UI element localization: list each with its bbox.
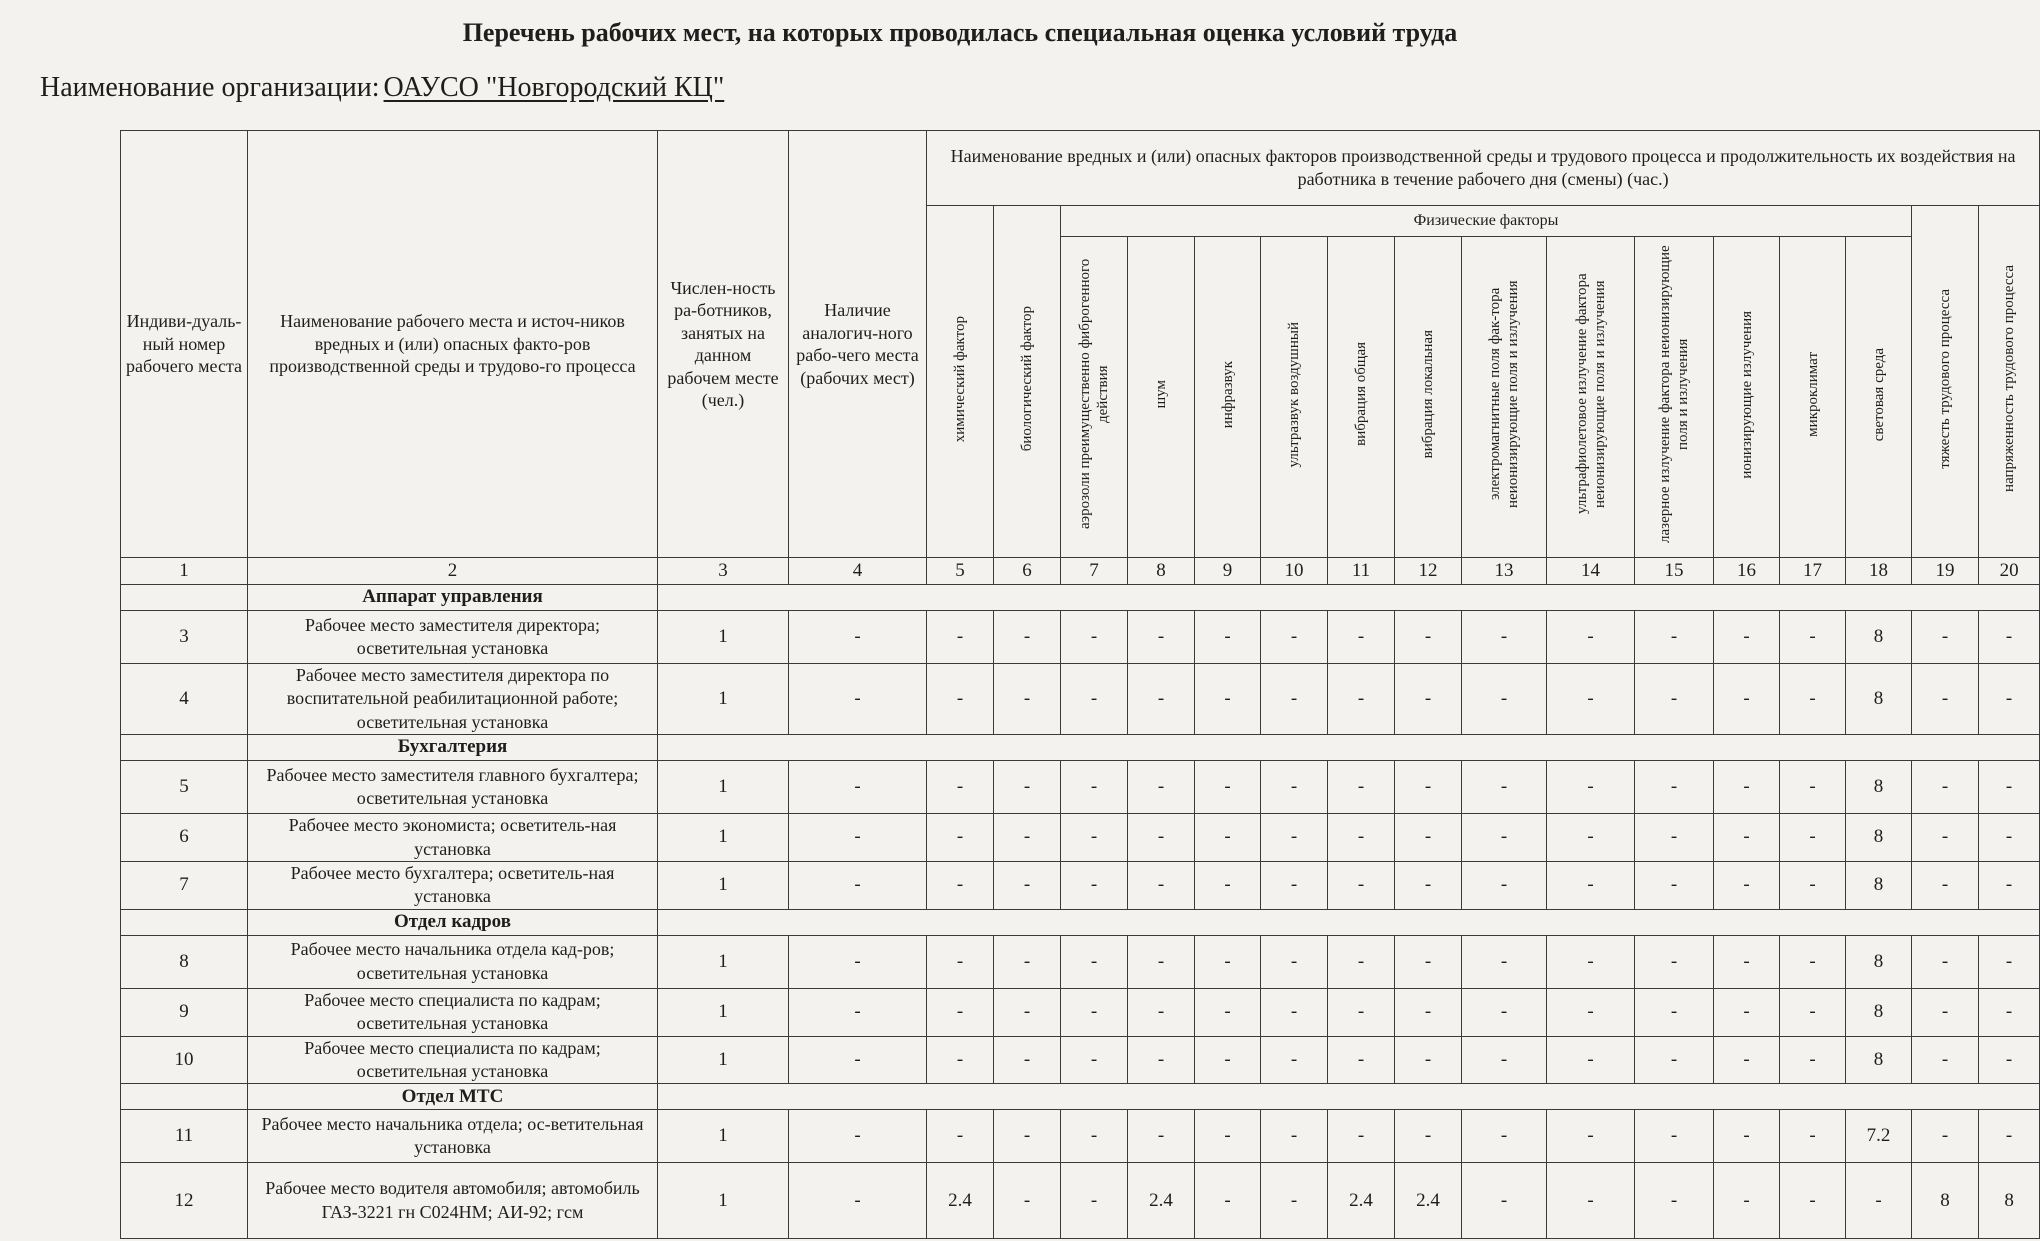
factor-value: 8 <box>1979 1163 2040 1239</box>
workplace-number: 6 <box>121 814 248 862</box>
factor-value: - <box>1780 761 1846 814</box>
analogous-workplaces: - <box>789 1110 927 1163</box>
factor-value: - <box>1635 1110 1714 1163</box>
factor-value: - <box>1462 1036 1547 1084</box>
factor-value: - <box>1780 1163 1846 1239</box>
employee-count: 1 <box>658 761 789 814</box>
section-title: Бухгалтерия <box>248 735 658 761</box>
factor-value: - <box>1462 664 1547 735</box>
factor-value: - <box>1912 935 1979 988</box>
factor-value: - <box>1061 1110 1128 1163</box>
analogous-workplaces: - <box>789 861 927 909</box>
header-workplace-number: Индиви-дуаль-ный номер рабочего места <box>121 131 248 558</box>
factor-value: - <box>927 1110 994 1163</box>
factor-value: - <box>1261 814 1328 862</box>
employee-count: 1 <box>658 988 789 1036</box>
factor-value: - <box>1261 1036 1328 1084</box>
analogous-workplaces: - <box>789 1163 927 1239</box>
factor-value: - <box>1635 761 1714 814</box>
factor-value: - <box>1261 664 1328 735</box>
factor-value: - <box>1462 814 1547 862</box>
factor-value: - <box>1462 935 1547 988</box>
factor-value: - <box>1714 1036 1780 1084</box>
factor-value: - <box>1395 935 1462 988</box>
column-number: 1 <box>121 558 248 585</box>
table-row <box>121 988 2040 1036</box>
workplace-name: Рабочее место бухгалтера; осветитель-ная установка <box>248 861 658 909</box>
factor-value: - <box>1061 1036 1128 1084</box>
header-factor-aerosols: аэрозоли преимущественно фиброгенного действия <box>1061 237 1128 558</box>
header-factor-chemical: химический фактор <box>927 206 994 558</box>
factor-value: - <box>1128 1110 1195 1163</box>
table-row <box>121 1036 2040 1084</box>
factor-value: - <box>1128 988 1195 1036</box>
factor-value: - <box>1261 861 1328 909</box>
column-number: 3 <box>658 558 789 585</box>
factor-value: - <box>1061 988 1128 1036</box>
factor-value: - <box>1714 1163 1780 1239</box>
factor-value: - <box>994 1163 1061 1239</box>
analogous-workplaces: - <box>789 814 927 862</box>
factor-value: - <box>1912 611 1979 664</box>
factor-value: - <box>927 664 994 735</box>
factor-value: - <box>994 1036 1061 1084</box>
table-row <box>121 814 2040 862</box>
header-factor-lighting: световая среда <box>1846 237 1912 558</box>
factor-value: - <box>927 611 994 664</box>
factor-value: - <box>1328 861 1395 909</box>
workplace-name: Рабочее место начальника отдела кад-ров; осветительная установка <box>248 935 658 988</box>
factor-value: - <box>1395 1036 1462 1084</box>
workplace-name: Рабочее место специалиста по кадрам; осветительная установка <box>248 1036 658 1084</box>
factor-value: - <box>1261 1163 1328 1239</box>
column-number: 5 <box>927 558 994 585</box>
section-header-row <box>121 1084 2040 1110</box>
factor-value: - <box>1128 814 1195 862</box>
workplace-number: 7 <box>121 861 248 909</box>
factor-value: - <box>1979 611 2040 664</box>
factor-value: - <box>1462 611 1547 664</box>
workplace-number: 11 <box>121 1110 248 1163</box>
workplace-name: Рабочее место специалиста по кадрам; осветительная установка <box>248 988 658 1036</box>
factor-value: - <box>994 861 1061 909</box>
section-title: Отдел МТС <box>248 1084 658 1110</box>
factor-value: - <box>927 861 994 909</box>
header-factor-biological: биологический фактор <box>994 206 1061 558</box>
factor-value: - <box>1979 861 2040 909</box>
factor-value: - <box>1395 861 1462 909</box>
employee-count: 1 <box>658 861 789 909</box>
employee-count: 1 <box>658 1163 789 1239</box>
table-row <box>121 1110 2040 1163</box>
factor-value: - <box>1128 861 1195 909</box>
header-factor-noise: шум <box>1128 237 1195 558</box>
factor-value: - <box>1328 935 1395 988</box>
column-number: 17 <box>1780 558 1846 585</box>
header-factor-ionizing: ионизирующие излучения <box>1714 237 1780 558</box>
factor-value: 8 <box>1846 988 1912 1036</box>
header-analogous-workplaces: Наличие аналогич-ного рабо-чего места (рабочих мест) <box>789 131 927 558</box>
factor-value: - <box>1462 988 1547 1036</box>
factor-value: - <box>1061 861 1128 909</box>
factor-value: - <box>1462 1110 1547 1163</box>
factor-value: - <box>1780 814 1846 862</box>
factor-value: - <box>1635 861 1714 909</box>
factor-value: - <box>1912 1036 1979 1084</box>
factor-value: - <box>1846 1163 1912 1239</box>
header-factor-vibration-general: вибрация общая <box>1328 237 1395 558</box>
factor-value: 2.4 <box>1395 1163 1462 1239</box>
factor-value: - <box>1328 1110 1395 1163</box>
column-number: 6 <box>994 558 1061 585</box>
factor-value: - <box>1780 935 1846 988</box>
table-row <box>121 761 2040 814</box>
factor-value: - <box>1128 611 1195 664</box>
factor-value: - <box>1714 611 1780 664</box>
workplace-name: Рабочее место заместителя главного бухгалтера; осветительная установка <box>248 761 658 814</box>
factor-value: 7.2 <box>1846 1110 1912 1163</box>
factor-value: - <box>994 1110 1061 1163</box>
factor-value: - <box>1979 935 2040 988</box>
factor-value: - <box>1462 761 1547 814</box>
factor-value: - <box>1714 988 1780 1036</box>
factor-value: - <box>1635 814 1714 862</box>
employee-count: 1 <box>658 611 789 664</box>
factor-value: 8 <box>1846 761 1912 814</box>
column-number: 20 <box>1979 558 2040 585</box>
factor-value: - <box>1195 611 1261 664</box>
factor-value: - <box>1128 1036 1195 1084</box>
factor-value: - <box>1547 1163 1635 1239</box>
workplace-number: 9 <box>121 988 248 1036</box>
factor-value: - <box>1547 1110 1635 1163</box>
workplace-number: 12 <box>121 1163 248 1239</box>
factor-value: - <box>927 935 994 988</box>
factor-value: - <box>1547 1036 1635 1084</box>
factor-value: - <box>1912 988 1979 1036</box>
section-empty-cell <box>658 1084 2040 1110</box>
document-title: Перечень рабочих мест, на которых проводилась специальная оценка условий труда <box>462 18 1458 47</box>
factor-value: - <box>1128 761 1195 814</box>
column-number: 14 <box>1547 558 1635 585</box>
header-factor-vibration-local: вибрация локальная <box>1395 237 1462 558</box>
factor-value: 2.4 <box>1128 1163 1195 1239</box>
analogous-workplaces: - <box>789 761 927 814</box>
column-number: 13 <box>1462 558 1547 585</box>
factor-value: - <box>1714 761 1780 814</box>
section-header-row <box>121 585 2040 611</box>
section-empty-cell <box>121 585 248 611</box>
factor-value: - <box>1979 814 2040 862</box>
workplace-number: 8 <box>121 935 248 988</box>
workplace-name: Рабочее место заместителя директора; осветительная установка <box>248 611 658 664</box>
column-number: 18 <box>1846 558 1912 585</box>
column-number: 10 <box>1261 558 1328 585</box>
section-title: Аппарат управления <box>248 585 658 611</box>
factor-value: - <box>1912 861 1979 909</box>
analogous-workplaces: - <box>789 1036 927 1084</box>
factor-value: - <box>1061 814 1128 862</box>
factor-value: - <box>1547 988 1635 1036</box>
factor-value: - <box>1462 1163 1547 1239</box>
column-number: 15 <box>1635 558 1714 585</box>
factor-value: - <box>1261 761 1328 814</box>
section-title: Отдел кадров <box>248 909 658 935</box>
workplace-name: Рабочее место экономиста; осветитель-ная установка <box>248 814 658 862</box>
factor-value: - <box>1128 935 1195 988</box>
factor-value: - <box>994 611 1061 664</box>
factor-value: - <box>1261 1110 1328 1163</box>
factor-value: - <box>1195 861 1261 909</box>
analogous-workplaces: - <box>789 935 927 988</box>
factor-value: - <box>1395 664 1462 735</box>
section-empty-cell <box>658 585 2040 611</box>
table-row <box>121 935 2040 988</box>
table-row <box>121 1163 2040 1239</box>
factor-value: 8 <box>1846 664 1912 735</box>
factor-value: - <box>1979 1036 2040 1084</box>
factor-value: - <box>1395 988 1462 1036</box>
header-employee-count: Числен-ность ра-ботников, занятых на данном рабочем месте (чел.) <box>658 131 789 558</box>
factor-value: - <box>1195 814 1261 862</box>
factor-value: 8 <box>1846 611 1912 664</box>
factor-value: 8 <box>1846 935 1912 988</box>
header-factor-microclimate: микроклимат <box>1780 237 1846 558</box>
factor-value: - <box>1714 814 1780 862</box>
section-empty-cell <box>121 909 248 935</box>
factor-value: 8 <box>1912 1163 1979 1239</box>
column-number: 8 <box>1128 558 1195 585</box>
factor-value: - <box>1912 1110 1979 1163</box>
factor-value: - <box>1635 1036 1714 1084</box>
factor-value: - <box>1261 611 1328 664</box>
table-row <box>121 664 2040 735</box>
factor-value: - <box>1395 611 1462 664</box>
header-physical-factors: Физические факторы <box>1061 206 1912 237</box>
factor-value: - <box>1061 935 1128 988</box>
header-factor-intensity: напряженность трудового процесса <box>1979 206 2040 558</box>
factor-value: - <box>1547 861 1635 909</box>
factor-value: - <box>1979 988 2040 1036</box>
column-number: 2 <box>248 558 658 585</box>
factor-value: - <box>1912 761 1979 814</box>
table-row <box>121 861 2040 909</box>
factor-value: - <box>1979 664 2040 735</box>
organization-label: Наименование организации: <box>40 72 380 103</box>
factor-value: - <box>927 814 994 862</box>
factor-value: - <box>994 988 1061 1036</box>
factor-value: - <box>1635 988 1714 1036</box>
organization-line <box>40 72 724 104</box>
column-number: 11 <box>1328 558 1395 585</box>
factor-value: 8 <box>1846 1036 1912 1084</box>
factor-value: - <box>1780 861 1846 909</box>
factor-value: - <box>1328 988 1395 1036</box>
factor-value: - <box>1128 664 1195 735</box>
workplace-number: 10 <box>121 1036 248 1084</box>
factor-value: - <box>1547 664 1635 735</box>
factor-value: - <box>1714 935 1780 988</box>
factor-value: - <box>1714 664 1780 735</box>
column-number: 12 <box>1395 558 1462 585</box>
factor-value: - <box>1547 814 1635 862</box>
factor-value: - <box>1714 861 1780 909</box>
header-factors-group: Наименование вредных и (или) опасных факторов производственной среды и трудового процесса и продолжительность их воздействия на работника в течение рабочего дня (смены) (час.) <box>927 131 2040 206</box>
factor-value: - <box>1462 861 1547 909</box>
factor-value: - <box>1061 1163 1128 1239</box>
factor-value: - <box>994 761 1061 814</box>
factor-value: 8 <box>1846 814 1912 862</box>
workplace-number: 4 <box>121 664 248 735</box>
employee-count: 1 <box>658 935 789 988</box>
factor-value: - <box>1061 664 1128 735</box>
column-numbers-row <box>121 558 2040 585</box>
table-row <box>121 611 2040 664</box>
factor-value: - <box>994 814 1061 862</box>
factor-value: - <box>1061 611 1128 664</box>
factor-value: - <box>1261 988 1328 1036</box>
factor-value: - <box>994 664 1061 735</box>
factor-value: - <box>1979 1110 2040 1163</box>
factor-value: - <box>1912 664 1979 735</box>
factor-value: - <box>1547 611 1635 664</box>
section-header-row <box>121 735 2040 761</box>
workplace-number: 3 <box>121 611 248 664</box>
column-number: 19 <box>1912 558 1979 585</box>
factor-value: - <box>1635 1163 1714 1239</box>
factor-value: - <box>1635 935 1714 988</box>
factor-value: - <box>1328 814 1395 862</box>
factor-value: 2.4 <box>1328 1163 1395 1239</box>
workplace-name: Рабочее место водителя автомобиля; автомобиль ГАЗ-3221 гн С024НМ; АИ-92; гсм <box>248 1163 658 1239</box>
factor-value: - <box>1261 935 1328 988</box>
header-factor-infrasound: инфразвук <box>1195 237 1261 558</box>
factor-value: - <box>1714 1110 1780 1163</box>
factor-value: - <box>1328 611 1395 664</box>
factor-value: - <box>1780 988 1846 1036</box>
factor-value: - <box>927 1036 994 1084</box>
workplace-number: 5 <box>121 761 248 814</box>
factor-value: - <box>1328 1036 1395 1084</box>
factor-value: - <box>1195 1036 1261 1084</box>
factor-value: - <box>1328 761 1395 814</box>
factor-value: - <box>1328 664 1395 735</box>
factor-value: - <box>1780 664 1846 735</box>
factor-value: - <box>1547 761 1635 814</box>
employee-count: 1 <box>658 1110 789 1163</box>
header-factor-ultrasound: ультразвук воздушный <box>1261 237 1328 558</box>
header-workplace-name: Наименование рабочего места и источ-ников вредных и (или) опасных факто-ров производственной среды и трудово-го процесса <box>248 131 658 558</box>
factor-value: - <box>927 761 994 814</box>
column-number: 9 <box>1195 558 1261 585</box>
column-number: 16 <box>1714 558 1780 585</box>
factor-value: - <box>1395 1110 1462 1163</box>
employee-count: 1 <box>658 664 789 735</box>
factor-value: - <box>1780 1036 1846 1084</box>
organization-value: ОАУСО "Новгородский КЦ" <box>383 72 725 103</box>
factor-value: - <box>1635 664 1714 735</box>
employee-count: 1 <box>658 814 789 862</box>
section-empty-cell <box>658 909 2040 935</box>
header-factor-laser: лазерное излучение фактора неионизирующие поля и излучения <box>1635 237 1714 558</box>
analogous-workplaces: - <box>789 988 927 1036</box>
factor-value: - <box>1780 611 1846 664</box>
header-factor-heaviness: тяжесть трудового процесса <box>1912 206 1979 558</box>
factor-value: - <box>1979 761 2040 814</box>
header-factor-electromagnetic: электромагнитные поля фак-тора неионизирующие поля и излучения <box>1462 237 1547 558</box>
header-factor-ultraviolet: ультрафиолетовое излучение фактора неионизирующие поля и излучения <box>1547 237 1635 558</box>
factor-value: - <box>1195 935 1261 988</box>
table-body <box>121 585 2040 1239</box>
factor-value: - <box>1395 761 1462 814</box>
workplace-name: Рабочее место заместителя директора по воспитательной реабилитационной работе; осветительная установка <box>248 664 658 735</box>
analogous-workplaces: - <box>789 611 927 664</box>
section-empty-cell <box>658 735 2040 761</box>
factor-value: - <box>927 988 994 1036</box>
column-number: 4 <box>789 558 927 585</box>
factor-value: 8 <box>1846 861 1912 909</box>
section-empty-cell <box>121 1084 248 1110</box>
factor-value: - <box>1912 814 1979 862</box>
factor-value: - <box>1195 761 1261 814</box>
section-empty-cell <box>121 735 248 761</box>
employee-count: 1 <box>658 1036 789 1084</box>
workplace-name: Рабочее место начальника отдела; ос-ветительная установка <box>248 1110 658 1163</box>
factor-value: - <box>1635 611 1714 664</box>
factor-value: - <box>1395 814 1462 862</box>
analogous-workplaces: - <box>789 664 927 735</box>
factor-value: - <box>1780 1110 1846 1163</box>
factor-value: - <box>1195 988 1261 1036</box>
factor-value: - <box>1195 1110 1261 1163</box>
factor-value: - <box>1195 664 1261 735</box>
factor-value: 2.4 <box>927 1163 994 1239</box>
factor-value: - <box>994 935 1061 988</box>
factor-value: - <box>1061 761 1128 814</box>
column-number: 7 <box>1061 558 1128 585</box>
workplaces-table <box>120 130 2040 1239</box>
section-header-row <box>121 909 2040 935</box>
factor-value: - <box>1547 935 1635 988</box>
factor-value: - <box>1195 1163 1261 1239</box>
